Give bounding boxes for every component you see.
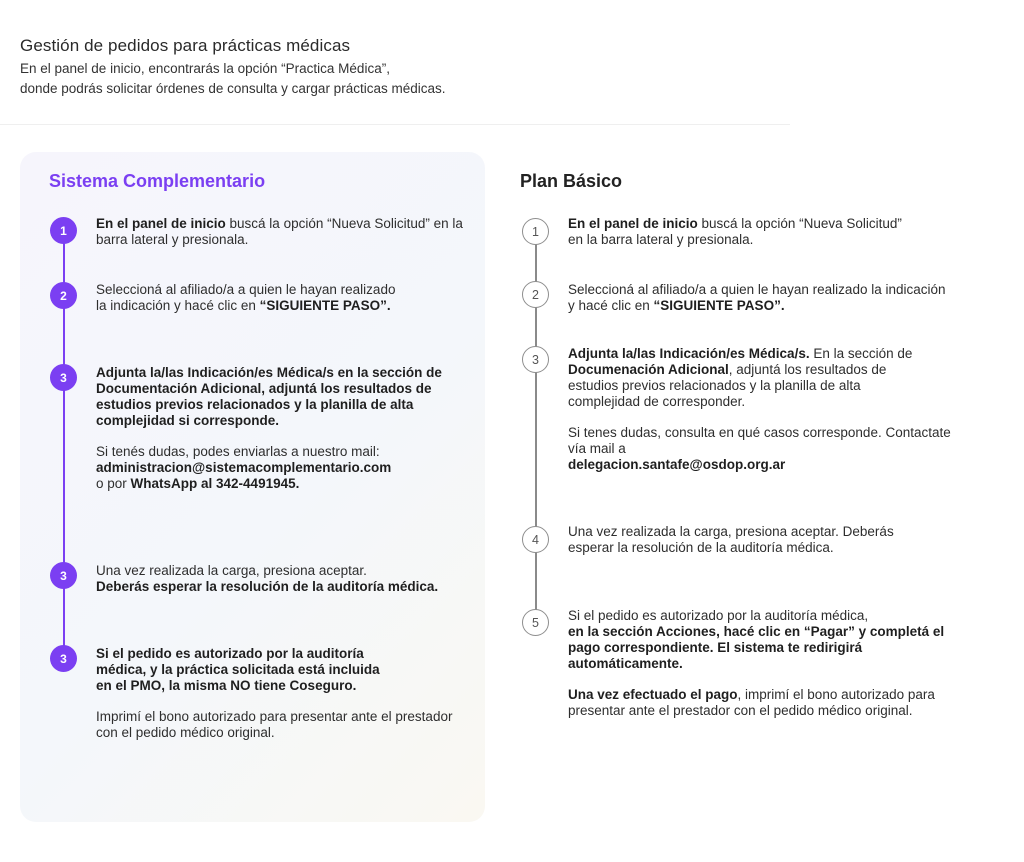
right-step-1	[568, 216, 908, 248]
left-step-3	[96, 365, 466, 492]
right-step-3-contact	[568, 425, 968, 473]
page-header	[20, 36, 780, 99]
right-step-5-badge: 5	[522, 609, 549, 636]
left-step-4-badge: 3	[50, 562, 77, 589]
left-step-3-badge: 3	[50, 364, 77, 391]
left-column-title: Sistema Complementario	[49, 171, 266, 191]
right-step-5	[568, 608, 958, 719]
right-step-2-text: Seleccioná al afiliado/a a quien le hayan realizado la indicación y hacé clic en	[568, 282, 946, 313]
left-step-2	[96, 282, 396, 314]
left-step-5-badge: 3	[50, 645, 77, 672]
left-step-3-contact	[96, 444, 466, 492]
right-step-3-bold-b: Documenación Adicional	[568, 362, 729, 377]
right-step-2-bold: “SIGUIENTE PASO”.	[653, 298, 785, 313]
left-step-3-email: administracion@sistemacomplementario.com	[96, 460, 392, 475]
right-step-4-text: Una vez realizada la carga, presiona aceptar. Deberás esperar la resolución de la auditoría médica.	[568, 524, 894, 555]
left-step-1-badge: 1	[50, 217, 77, 244]
left-step-1-text: buscá la opción “Nueva Solicitud” en la barra lateral y presionala.	[96, 216, 463, 247]
right-step-3-email: delegacion.santafe@osdop.org.ar	[568, 457, 786, 472]
left-step-3-bold: Adjunta la/las Indicación/es Médica/s en la sección de Documentación Adicional, adjuntá los resultados de estudios previos relacionados y la planilla de alta complejidad si corresponde.	[96, 365, 442, 428]
left-step-3-whatsapp: WhatsApp al 342-4491945.	[130, 476, 300, 491]
right-step-5-bold-b: Una vez efectuado el pago	[568, 687, 738, 702]
page-title: Gestión de pedidos para prácticas médicas	[20, 36, 351, 55]
right-step-3-text-a: En la sección de	[809, 346, 913, 361]
intro-line-2: donde podrás solicitar órdenes de consulta y cargar prácticas médicas.	[20, 81, 446, 96]
intro-line-1: En el panel de inicio, encontrarás la opción “Practica Médica”,	[20, 61, 390, 76]
page-intro	[20, 59, 780, 99]
right-step-4	[568, 524, 913, 556]
left-step-3-or: o por	[96, 476, 131, 491]
right-step-5-payment	[568, 687, 953, 719]
left-step-2-text: Seleccioná al afiliado/a a quien le hayan realizado la indicación y hacé clic en	[96, 282, 396, 313]
left-step-1	[96, 216, 466, 248]
right-step-1-text: buscá la opción “Nueva Solicitud” en la barra lateral y presionala.	[568, 216, 902, 247]
left-step-4-text: Una vez realizada la carga, presiona aceptar.	[96, 563, 367, 578]
left-step-5-text: Imprimí el bono autorizado para presentar ante el prestador con el pedido médico original.	[96, 709, 453, 740]
right-step-1-bold: En el panel de inicio	[568, 216, 698, 231]
right-step-5-bold: en la sección Acciones, hacé clic en “Pagar” y completá el pago correspondiente. El sistema te redirigirá automáticamente.	[568, 624, 945, 671]
right-step-2-badge: 2	[522, 281, 549, 308]
right-step-5-text-b: , imprimí el bono autorizado para presentar ante el prestador con el pedido médico original.	[568, 687, 935, 718]
left-step-4-bold: Deberás esperar la resolución de la auditoría médica.	[96, 579, 439, 594]
left-step-4	[96, 563, 466, 595]
right-step-2	[568, 282, 948, 314]
right-step-3	[568, 346, 951, 473]
header-divider	[0, 124, 790, 125]
left-step-3-contact-text: Si tenés dudas, podes enviarlas a nuestro mail:	[96, 444, 380, 459]
left-step-2-bold: “SIGUIENTE PASO”.	[259, 298, 391, 313]
right-step-3-bold: Adjunta la/las Indicación/es Médica/s.	[568, 346, 810, 361]
right-step-5-text: Si el pedido es autorizado por la auditoría médica,	[568, 608, 869, 623]
right-step-4-badge: 4	[522, 526, 549, 553]
left-step-1-bold: En el panel de inicio	[96, 216, 226, 231]
right-step-3-contact-text: Si tenes dudas, consulta en qué casos corresponde. Contactate vía mail a	[568, 425, 951, 456]
left-step-5	[96, 646, 453, 741]
right-step-1-badge: 1	[522, 218, 549, 245]
right-step-3-badge: 3	[522, 346, 549, 373]
left-step-2-badge: 2	[50, 282, 77, 309]
right-column-title: Plan Básico	[520, 171, 623, 191]
left-step-5-bold: Si el pedido es autorizado por la auditoría médica, y la práctica solicitada está incluida en el PMO, la misma NO tiene Coseguro.	[96, 646, 380, 693]
right-step-3-text-b: , adjuntá los resultados de estudios previos relacionados y la planilla de alta complejidad de corresponder.	[568, 362, 887, 409]
